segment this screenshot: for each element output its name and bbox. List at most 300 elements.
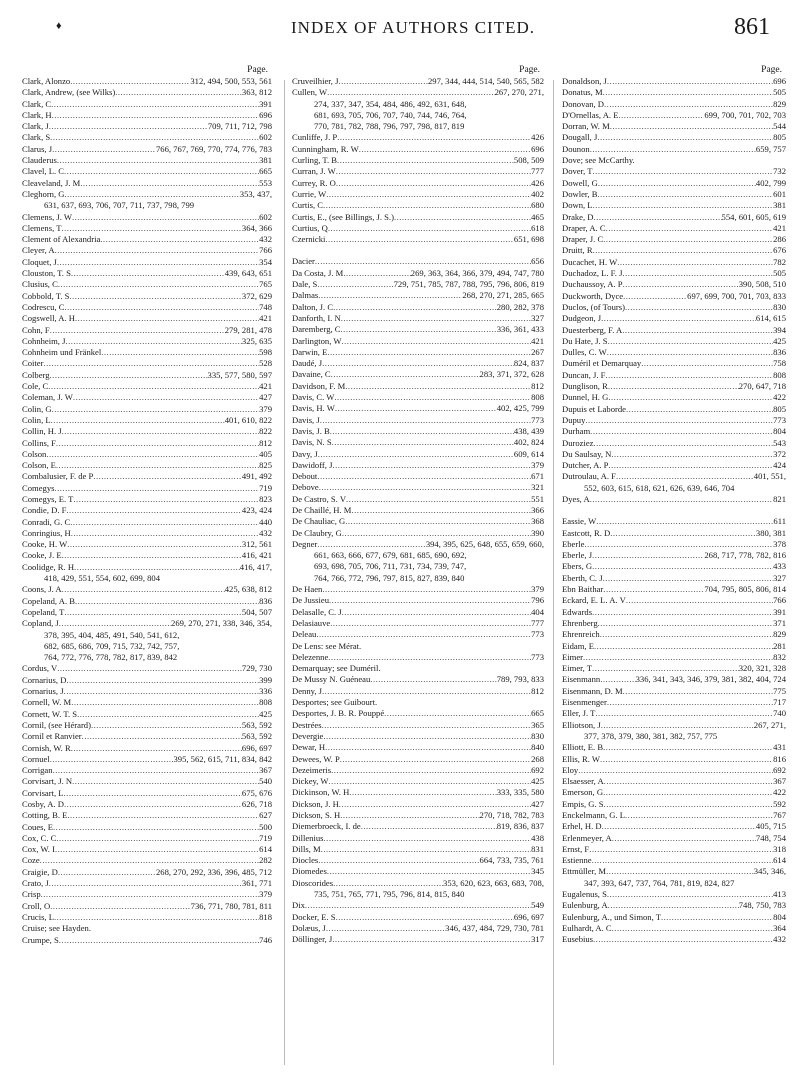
dot-leader [50,325,225,336]
dot-leader [62,550,242,561]
author-name: Ducachet, H. W [562,256,618,267]
author-name: Druitt, R [562,245,593,256]
index-entry [22,923,272,934]
author-name: Dudgeon, J [562,313,602,324]
author-name: Dulles, C. W [562,347,607,358]
index-entry [292,279,544,290]
dot-leader [601,720,754,731]
page-references: 675, 676 [241,787,272,798]
author-name: Döllinger, J [292,934,333,945]
index-entry [22,358,272,369]
author-name: Cornuel [22,753,50,764]
index-entry [22,313,272,324]
author-name: Cunliffe, J. P [292,132,338,143]
author-name: Curtis, C [292,200,324,211]
index-entry [292,516,544,527]
page-references: 421 [259,313,272,324]
page-references: 553 [259,177,272,188]
index-entry [292,595,544,606]
dot-leader [327,347,531,358]
dot-leader [61,223,241,234]
page-references: 286 [773,234,786,245]
index-entry [22,596,272,607]
index-entry [22,855,272,866]
author-name: Coleman, J. W [22,392,73,403]
author-name: Duckworth, Dyce [562,290,624,301]
index-entry [292,505,544,516]
dot-leader [585,415,773,426]
author-name: Crucis, L [22,911,54,922]
dot-leader [604,99,773,110]
author-name: Dezeimeris [292,764,332,775]
index-entry [22,110,272,121]
page-references: 789, 793, 833 [496,674,544,685]
dot-leader [67,810,259,821]
dot-leader [324,833,532,844]
author-name: Codrescu, C [22,301,65,312]
page-references: 427 [259,392,272,403]
index-entry [22,562,272,573]
page-references: 748, 754 [755,832,786,843]
author-name: Clark, S [22,132,51,143]
index-entry [22,539,272,550]
index-entry [22,528,272,539]
author-name: Dillenius [292,832,324,843]
dot-leader [333,302,497,313]
page-references: 367 [259,765,272,776]
author-name: Eimer, T [562,663,593,674]
index-entry [562,561,786,572]
page-references: 390, 508, 510 [738,279,786,290]
index-entry [292,878,544,889]
author-name: Degner [292,538,318,549]
author-name: Eller, J. T [562,708,596,719]
author-name: Colson [22,448,47,459]
author-name: Eulhardt, A. C [562,922,612,933]
author-name: Currey, R. O [292,177,336,188]
author-name: Corvisart, J. N [22,776,73,787]
dot-leader [54,483,259,494]
dot-leader [594,641,773,652]
index-entry [292,256,544,267]
author-name: Dills, M [292,843,321,854]
author-name: Cruise; see Hayden. [22,923,91,934]
index-entry [22,178,272,189]
author-name: Desportes, J. B. R. Pouppé [292,708,385,719]
index-entry [562,268,786,279]
dot-leader [73,494,259,505]
author-name: Cleghorn, G [22,188,65,199]
author-name: Dacier [292,256,315,267]
index-entry [292,776,544,787]
dot-leader [46,449,259,460]
author-name: Cordus, V [22,663,58,674]
index-entry [292,934,544,945]
dot-leader [327,87,494,98]
page-references: 312, 561 [241,539,272,550]
index-entry [22,822,272,833]
dot-leader [43,358,259,369]
dot-leader [598,618,773,629]
entry-continuation: 274, 337, 347, 354, 484, 486, 492, 631, 648, [314,98,467,109]
author-name: Curtis, E., (see Billings, J. S.) [292,211,394,222]
index-entry [22,370,272,381]
dot-leader [50,901,191,912]
page-references: 317 [531,934,544,945]
page-references: 425 [259,708,272,719]
dot-leader [337,155,514,166]
page-references: 327 [773,572,786,583]
dot-leader [53,822,259,833]
dot-leader [40,855,259,866]
dot-leader [592,550,704,561]
page-references: 504, 507 [241,606,272,617]
dot-leader [370,674,496,685]
dot-leader [608,900,739,911]
page-references: 318 [773,843,786,854]
author-name: Clement of Alexandria [22,234,101,245]
page-references: 413 [773,889,786,900]
author-name: Erhel, H. D [562,821,602,832]
author-name: Demarquay; see Duméril. [292,663,381,674]
dot-leader [617,257,773,268]
dot-leader [322,686,531,697]
author-name: Corrigan [22,765,53,776]
page-references: 626, 718 [241,799,272,809]
index-entry [22,438,272,449]
page-references: 405, 715 [755,821,786,832]
author-name: Cooke, H. W [22,539,68,550]
dot-leader [342,336,532,347]
author-name: De Chauliac, G [292,516,346,527]
author-name: Clemens, J. W [22,211,72,222]
author-name: De Chaillé, H. M [292,504,352,515]
author-name: Duméril et Demarquay [562,358,642,369]
dot-leader [80,178,259,189]
author-name: De Mussy N. Guéneau [292,674,371,685]
page-references: 554, 601, 605, 619 [721,211,786,222]
index-entry [22,155,272,166]
author-name: Darwin, E [292,346,328,357]
author-name: Cotting, B. E [22,810,68,821]
dot-leader [625,810,773,821]
page-references: 425, 638, 812 [224,584,272,595]
author-name: Eugalenus, S [562,889,607,900]
dot-leader [623,279,739,290]
index-entry [292,403,544,414]
page-references: 268, 270, 292, 336, 396, 485, 712 [155,866,272,877]
index-entry [562,223,786,234]
author-name: Conringius, H [22,527,71,538]
index-entry [562,494,786,505]
author-name: Cunningham, R. W [292,143,359,154]
index-entry [22,234,272,245]
author-name: Eberle [562,538,585,549]
page-references: 664, 733, 735, 761 [479,855,544,866]
dot-leader [590,426,773,437]
page-references: 830 [773,301,786,312]
author-name: Davis, N. S [292,437,332,448]
page-references: 829 [773,629,786,640]
page-references: 336 [259,686,272,697]
page-references: 766 [259,245,272,256]
dot-leader [607,697,773,708]
page-references: 321 [531,482,544,493]
index-entry [562,686,786,697]
index-entry [562,279,786,290]
author-name: Cohnheim, J [22,335,66,346]
author-name: Enckelmann, G. L [562,810,626,820]
page-references: 438 [531,832,544,843]
dot-leader [329,595,531,606]
index-entry [292,539,544,550]
entry-continuation: 764, 766, 772, 796, 797, 815, 827, 839, 840 [314,572,465,583]
dot-leader [322,358,514,369]
index-entry [292,686,544,697]
author-name: Durham [562,426,591,437]
index-entry [562,539,786,550]
index-entry [562,810,786,821]
author-name: Dougall, J [562,132,598,143]
author-name: Cullen, W [292,87,328,98]
page-references: 379 [259,403,272,414]
entry-continuation: 347, 393, 647, 737, 764, 781, 819, 824, 827 [584,877,735,888]
index-entry [22,245,272,256]
author-name: Clauderus [22,155,57,166]
dot-leader [345,516,531,527]
page-references: 281 [773,640,786,651]
index-entry [562,708,786,719]
index-entry [292,212,544,223]
index-entry [562,934,786,945]
author-name: Copland, J [22,618,59,629]
dot-leader [66,675,259,686]
dot-leader [325,742,531,753]
index-entry [292,923,544,934]
dot-leader [335,403,497,414]
index-entry [292,87,544,98]
author-name: Davaine, C [292,369,331,380]
index-entry [562,87,786,98]
author-name: Clark, H [22,109,52,120]
dot-leader [65,189,240,200]
dot-leader [62,426,259,437]
page-references: 696, 697 [241,742,272,753]
author-name: Elsaesser, A [562,776,604,787]
page-references: 390 [531,527,544,538]
index-entry [562,550,786,561]
index-entry [562,121,786,132]
dot-leader [328,652,531,663]
author-name: Cornish, W. R [22,742,71,753]
page-references: 812 [531,685,544,696]
page-references: 748 [259,301,272,312]
page-references: 773 [531,651,544,662]
index-entry [562,765,786,776]
author-name: Dover, T [562,166,593,177]
dot-leader [593,934,773,945]
page-references: 748, 750, 783 [738,900,786,911]
author-name: Czernicki [292,234,326,245]
author-name: Daremberg, C [292,324,341,335]
author-name: Donovan, D [562,98,605,109]
author-name: Diemerbroeck, I. de [292,821,361,832]
page-references: 671 [531,471,544,482]
page-references: 732 [773,166,786,177]
dot-leader [64,607,242,618]
dot-leader [590,494,773,505]
dot-leader [340,810,479,821]
dot-leader [594,212,722,223]
index-entry [22,697,272,708]
dot-leader [318,855,479,866]
author-name: Coues, E [22,821,54,832]
index-entry [562,336,786,347]
dot-leader [331,765,531,776]
index-entry [22,144,272,155]
page-references: 832 [773,651,786,662]
index-entry [562,291,786,302]
page-references: 592 [773,798,786,809]
index-entry [22,189,272,200]
index-entry [292,234,544,245]
page-references: 379 [531,584,544,595]
page-references: 270, 647, 718 [738,381,786,392]
author-name: Cornett, W. T. S [22,708,78,719]
index-entry [562,900,786,911]
dot-leader [71,268,225,279]
author-name: Eusebius [562,934,594,945]
page-references: 270, 718, 782, 783 [479,810,544,820]
author-name: Eidam, E [562,640,594,651]
page-references: 325, 635 [241,335,272,346]
dot-leader [606,866,754,877]
dot-leader [82,731,242,742]
author-name: Ebers, G [562,561,593,572]
author-name: Desportes; see Guibourt. [292,697,378,708]
entry-continuation: 418, 429, 551, 554, 602, 699, 804 [44,573,161,584]
author-name: Davidson, F. M [292,380,346,391]
index-entry [22,833,272,844]
author-name: Dalmas [292,290,319,301]
index-entry [292,336,544,347]
author-name: Deleau [292,629,317,640]
author-name: Dutcher, A. P [562,460,609,471]
dot-leader [305,900,531,911]
author-name: Crisp [22,889,41,900]
page-references: 614 [773,855,786,866]
page-references: 402, 799 [755,177,786,188]
page-references: 380, 381 [755,527,786,538]
author-name: Cornarius, D [22,674,67,685]
dot-leader [603,584,704,595]
author-name: Dunnel, H. G [562,392,609,403]
author-name: Dickson, S. H [292,810,341,820]
index-entry [562,178,786,189]
index-entry [22,494,272,505]
author-name: Eastcott, R. D [562,527,611,538]
dot-leader [349,787,496,798]
dot-leader [623,686,773,697]
page-references: 364, 366 [241,222,272,233]
index-entry [292,787,544,798]
dot-leader [332,460,531,471]
author-name: Duclos, (of Tours) [562,301,625,312]
page-references: 421 [773,222,786,233]
page-references: 717 [773,697,786,708]
dot-leader [74,562,240,573]
author-name: Draper, A. C [562,222,606,233]
dot-leader [625,302,773,313]
author-name: Cornarius, J [22,686,64,697]
author-name: Duchadoz, L. F. J [562,268,623,279]
page-references: 402 [531,188,544,199]
dot-leader [583,652,773,663]
index-entry [22,844,272,855]
author-name: Dix [292,900,305,911]
index-entry [292,132,544,143]
author-name: Draper, J. C [562,234,604,245]
author-name: Erlenmeyer, A [562,832,612,843]
author-name: Dawidoff, J [292,459,333,470]
dot-leader [661,912,773,923]
page-references: 831 [531,843,544,854]
page-references: 812 [531,380,544,391]
page-references: 345 [531,866,544,877]
index-entry [562,415,786,426]
dot-leader [340,754,531,765]
author-name: Cleaveland, J. M [22,177,81,188]
author-name: Crato, J [22,878,49,889]
index-entry [22,731,272,742]
index-entry [22,268,272,279]
author-name: Cruveilhier, J [292,76,339,86]
dot-leader [91,720,242,731]
page-references: 336, 341, 343, 346, 379, 381, 382, 404, 724 [635,674,786,685]
index-entry [562,799,786,810]
dot-leader [57,663,242,674]
author-name: Diomedes [292,866,327,877]
dot-leader [641,358,773,369]
page-references: 421 [531,335,544,346]
page-references: 267, 271, [753,719,786,730]
dot-leader [605,370,773,381]
index-entry [22,404,272,415]
page-references: 401, 610, 822 [224,414,272,425]
page-references: 439, 643, 651 [224,268,272,279]
index-entry [22,618,272,629]
page-references: 422 [773,392,786,403]
dot-leader [70,76,190,87]
index-entry [292,482,544,493]
page-references: 782 [773,256,786,267]
dot-leader [65,302,260,313]
dot-leader [93,471,242,482]
dot-leader [592,663,739,674]
page-references: 505 [773,87,786,98]
page-references: 354 [259,256,272,267]
page-references: 416, 417, [239,561,272,572]
index-entry [22,765,272,776]
page-references: 345, 346, [753,866,786,877]
index-entry [562,302,786,313]
page-references: 740 [773,708,786,719]
dot-leader [332,437,514,448]
page-references: 736, 771, 780, 781, 811 [190,900,272,911]
column-heading: Page. [519,65,540,75]
dot-leader [64,788,242,799]
dot-leader [52,110,260,121]
